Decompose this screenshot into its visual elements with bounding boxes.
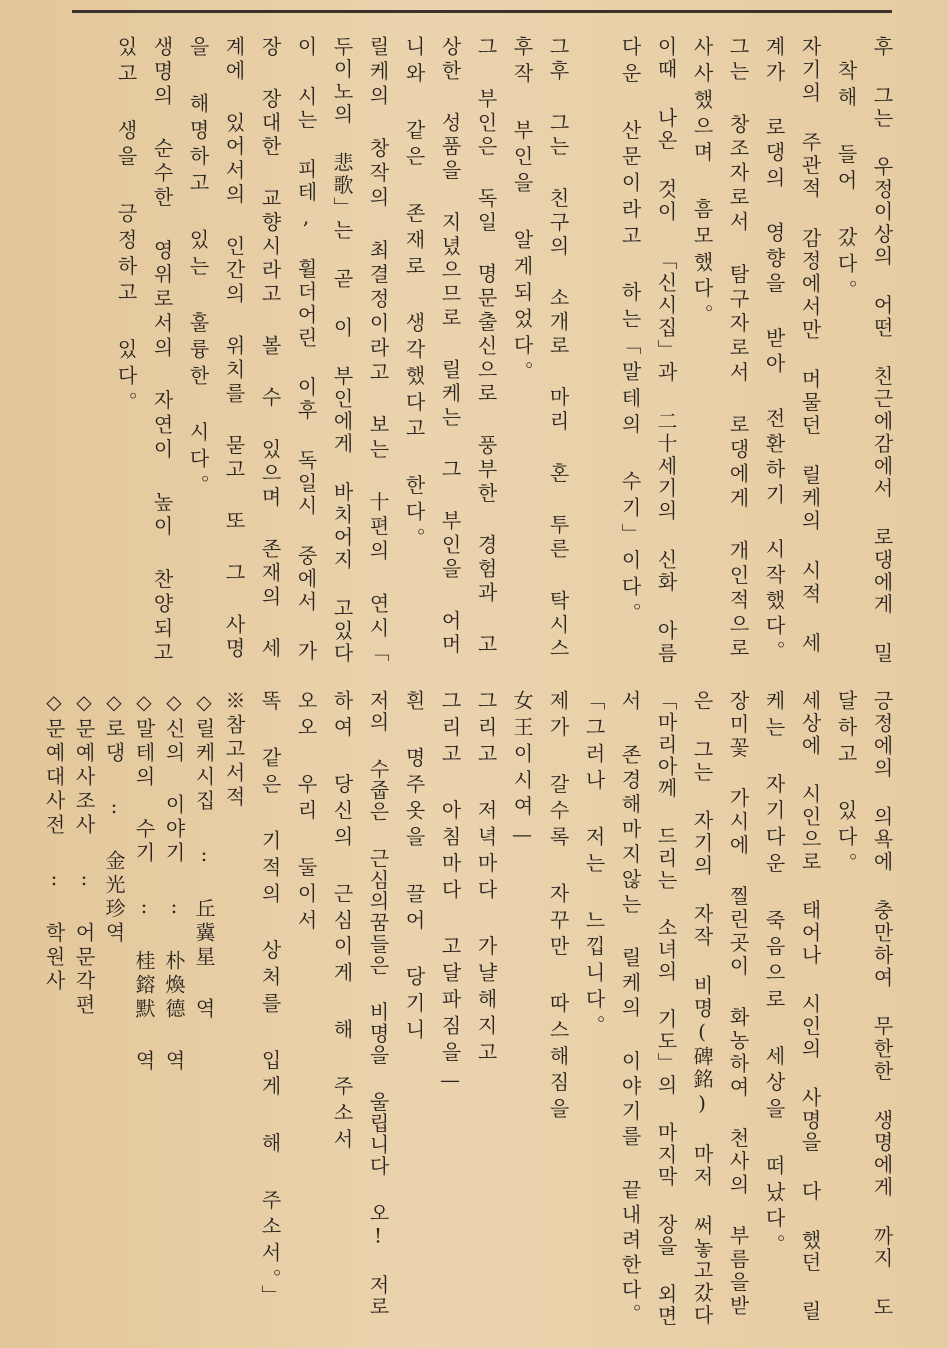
text-column: 이때 나온 것이 「신시집」과 二十세기의 신화 아름	[654, 36, 678, 665]
text-column: 그 부인은 독일 명문출신으로 풍부한 경험과 고	[474, 36, 498, 658]
text-column: 상한 성품을 지녔으므로 릴케는 그 부인을 어머	[438, 36, 462, 658]
reference-item: ◇문예사조사 : 어문각편	[72, 690, 96, 1018]
text-column: 계가 로댕의 영향을 받아 전환하기 시작했다。	[762, 36, 786, 666]
text-column: 릴케의 창작의 최결정이라고 보는 十편의 연시「	[366, 36, 390, 666]
text-column: 다운 산문이라고 하는「말테의 수기」이다。	[618, 36, 642, 629]
poem-line: 저의 수줍은 근심의꿈들은 비명을 울립니다 오! 저로	[366, 690, 390, 1318]
text-column: 은 그는 자기의 자작 비명(碑銘) 마저 써놓고갔다	[690, 690, 714, 1327]
text-column: 을 해명하고 있는 훌륭한 시다。	[186, 36, 210, 501]
text-column: 계에 있어서의 인간의 위치를 묻고 또 그 사명	[222, 36, 246, 662]
text-column: 착해 들어 갔다。	[834, 60, 858, 306]
text-column: 세상에 시인으로 태어나 시인의 사명을 다 했던 릴	[798, 690, 822, 1323]
text-column: 그후 그는 친구의 소개로 마리 혼 투른 탁시스	[546, 36, 570, 662]
poem-line: 女王이시여—	[510, 690, 534, 853]
poem-line: 오오 우리 둘이서	[294, 690, 318, 936]
text-column: 달하고 있다。	[834, 690, 858, 879]
text-column: 장 장대한 교향시라고 볼 수 있으며 존재의 세	[258, 36, 282, 662]
poem-line: 흰 명주옷을 끌어 당기니	[402, 690, 426, 1046]
text-column: 장미꽃 가시에 찔린곳이 화농하여 천사의 부름을받	[726, 690, 750, 1319]
text-column: 서 존경해마지않는 릴케의 이야기를 끝내려한다。	[618, 690, 642, 1329]
reference-item: ◇말테의 수기 : 桂鎔默 역	[132, 690, 156, 1074]
text-column: 후작 부인을 알게되었다。	[510, 36, 534, 388]
text-column: 두이노의 悲歌」는 곧 이 부인에게 바치어지 고있다	[330, 36, 354, 665]
text-column: 「마리아께 드리는 소녀의 기도」의 마지막 장을 외면	[654, 690, 678, 1328]
text-column: 후 그는 우정이상의 어떤 친근에감에서 로댕에게 밀	[870, 36, 894, 665]
poem-line: 똑 같은 기적의 상처를 입게 해 주소서。」	[258, 690, 282, 1312]
reference-item: ◇신의 이야기 : 朴煥德 역	[162, 690, 186, 1074]
text-column: 그는 창조자로서 탐구자로서 로댕에게 개인적으로	[726, 36, 750, 662]
poem-line: 하여 당신의 근심이게 해 주소서	[330, 690, 354, 1155]
text-column: 사사했으며 흠모했다。	[690, 36, 714, 331]
text-column: 자기의 주관적 감정에서만 머물던 릴케의 시적 세	[798, 36, 822, 656]
poem-line: 그리고 저녁마다 가냘해지고	[474, 690, 498, 1068]
text-column: 긍정에의 의욕에 충만하여 무한한 생명에게 까지 도	[870, 690, 894, 1319]
poem-line: 「그러나 저는 느낍니다。	[582, 690, 606, 1042]
text-column: 있고 생을 긍정하고 있다。	[114, 36, 138, 418]
poem-line: 제가 갈수록 자꾸만 따스해짐을	[546, 690, 570, 1125]
text-column: 니와 같은 존재로 생각했다고 한다。	[402, 36, 426, 554]
text-column: 이 시는 피테, 휠더어린 이후 독일시 중에서 가	[294, 36, 318, 664]
top-rule-line	[72, 10, 892, 13]
text-column: 케는 자기다운 죽음으로 세상을 떠났다。	[762, 690, 786, 1261]
reference-item: ◇로댕 : 金光珍역	[102, 690, 126, 946]
references-heading: ※참고서적	[222, 690, 246, 810]
reference-item: ◇문예대사전 : 학원사	[42, 690, 66, 994]
poem-line: 그리고 아침마다 고달파짐을—	[438, 690, 462, 1098]
text-column: 생명의 순수한 영위로서의 자연이 높이 찬양되고	[150, 36, 174, 666]
reference-item: ◇릴케시집 : 丘冀星 역	[192, 690, 216, 1022]
